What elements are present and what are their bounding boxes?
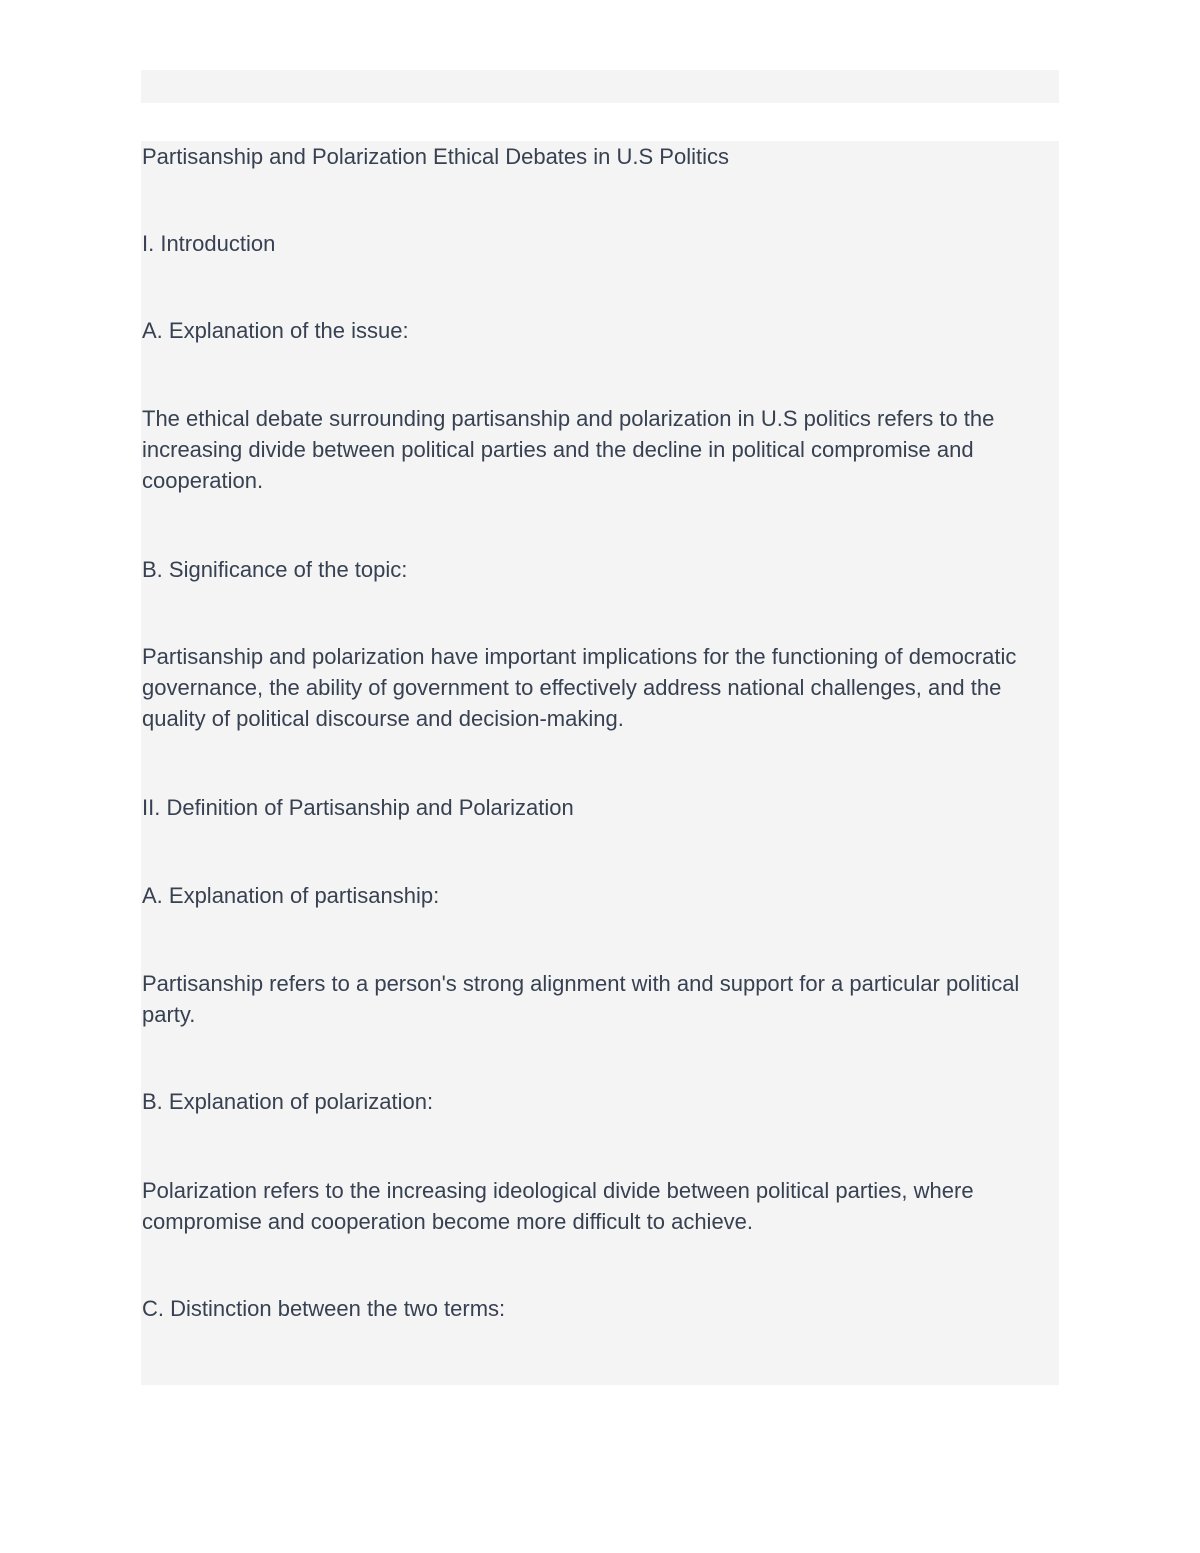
section-heading-introduction: I. Introduction — [142, 231, 276, 256]
paragraph-partisanship: Partisanship refers to a person's strong alignment with and support for a particular political party. — [142, 971, 1020, 1027]
paragraph-explanation-of-issue: The ethical debate surrounding partisanship and polarization in U.S politics refers to the increasing divide between political parties and the decline in political compromise and cooperation. — [142, 406, 995, 493]
subheading-polarization: B. Explanation of polarization: — [142, 1089, 434, 1114]
subheading-explanation-of-issue: A. Explanation of the issue: — [142, 318, 409, 343]
document-title: Partisanship and Polarization Ethical Debates in U.S Politics — [142, 144, 729, 169]
section-heading-definition: II. Definition of Partisanship and Polarization — [142, 795, 574, 820]
subheading-partisanship: A. Explanation of partisanship: — [142, 883, 440, 908]
paragraph-significance: Partisanship and polarization have important implications for the functioning of democratic governance, the ability of government to effectively address national challenges, and the quality of political discourse and decision-making. — [142, 644, 1017, 731]
paragraph-polarization: Polarization refers to the increasing ideological divide between political parties, where compromise and cooperation become more difficult to achieve. — [142, 1178, 974, 1234]
subheading-distinction: C. Distinction between the two terms: — [142, 1296, 506, 1321]
top-banner — [141, 70, 1059, 103]
document-body — [141, 141, 1059, 1385]
subheading-significance: B. Significance of the topic: — [142, 557, 408, 582]
